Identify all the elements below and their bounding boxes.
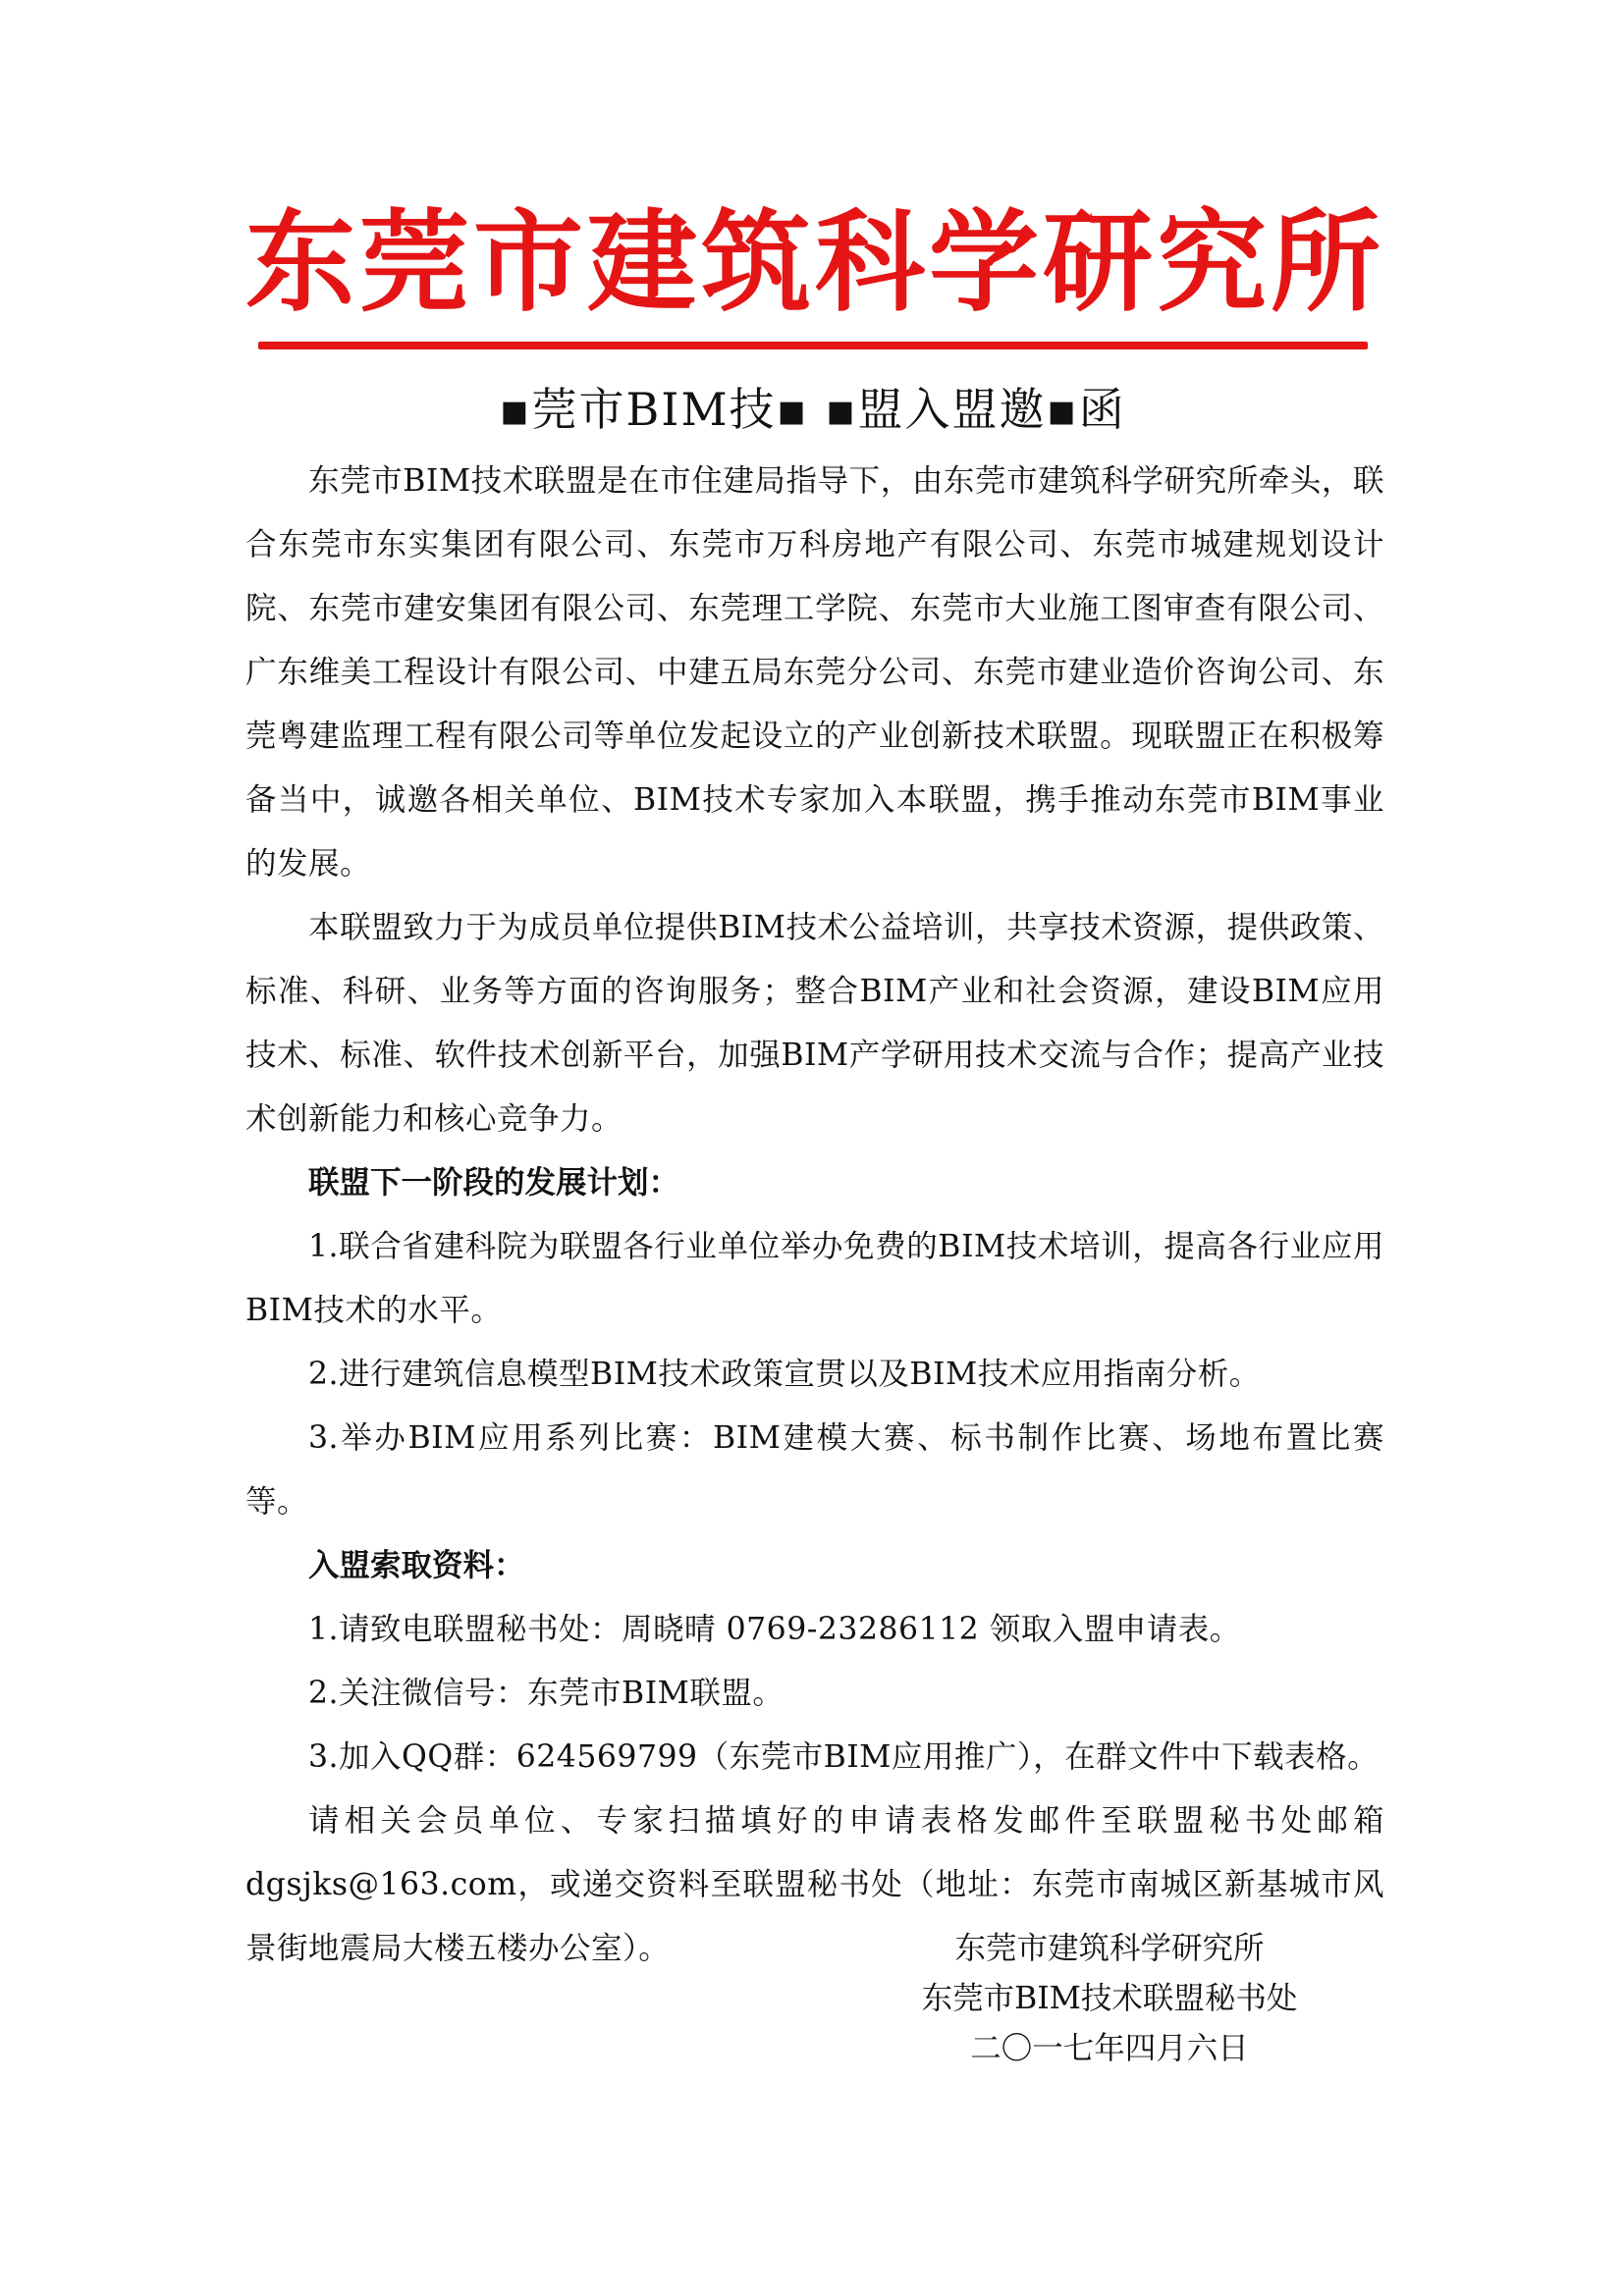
closing-paragraph: 请相关会员单位、专家扫描填好的申请表格发邮件至联盟秘书处邮箱dgsjks@163.com，或递交资料至联盟秘书处（地址：东莞市南城区新基城市风景街地震局大楼五楼办公室）。	[245, 1803, 1384, 1966]
signature-block	[884, 1924, 1335, 2074]
masthead-rule	[258, 342, 1368, 349]
signature-date: 二〇一七年四月六日	[970, 2031, 1249, 2066]
plan-item: 2.进行建筑信息模型BIM技术政策宣贯以及BIM技术应用指南分析。	[308, 1357, 1261, 1392]
join-item: 1.请致电联盟秘书处：周晓晴 0769-23286112 领取入盟申请表。	[308, 1612, 1241, 1647]
join-item: 2.关注微信号：东莞市BIM联盟。	[308, 1676, 785, 1711]
document-title: ▪莞市BIM技▪ ▪盟入盟邀▪函	[499, 383, 1126, 436]
plan-item: 3.举办BIM应用系列比赛：BIM建模大赛、标书制作比赛、场地布置比赛等。	[245, 1420, 1384, 1520]
signature-secretariat: 东莞市BIM技术联盟秘书处	[921, 1981, 1298, 2016]
join-item: 3.加入QQ群：624569799（东莞市BIM应用推广），在群文件中下载表格。	[308, 1739, 1380, 1775]
signature-org: 东莞市建筑科学研究所	[954, 1931, 1265, 1966]
join-heading: 入盟索取资料：	[308, 1548, 525, 1583]
masthead-org-name: 东莞市建筑科学研究所	[245, 199, 1384, 327]
document-body	[245, 450, 1384, 1981]
plan-item: 1.联合省建科院为联盟各行业单位举办免费的BIM技术培训，提高各行业应用BIM技术的水平。	[245, 1229, 1384, 1328]
mission-paragraph: 本联盟致力于为成员单位提供BIM技术公益培训，共享技术资源，提供政策、标准、科研、业务等方面的咨询服务；整合BIM产业和社会资源，建设BIM应用技术、标准、软件技术创新平台，加强BIM产学研用技术交流与合作；提高产业技术创新能力和核心竞争力。	[245, 910, 1384, 1137]
intro-paragraph: 东莞市BIM技术联盟是在市住建局指导下，由东莞市建筑科学研究所牵头，联合东莞市东实集团有限公司、东莞市万科房地产有限公司、东莞市城建规划设计院、东莞市建安集团有限公司、东莞理工学院、东莞市大业施工图审查有限公司、广东维美工程设计有限公司、中建五局东莞分公司、东莞市建业造价咨询公司、东莞粤建监理工程有限公司等单位发起设立的产业创新技术联盟。现联盟正在积极筹备当中，诚邀各相关单位、BIM技术专家加入本联盟，携手推动东莞市BIM事业的发展。	[245, 463, 1384, 881]
plan-heading: 联盟下一阶段的发展计划：	[308, 1165, 680, 1201]
